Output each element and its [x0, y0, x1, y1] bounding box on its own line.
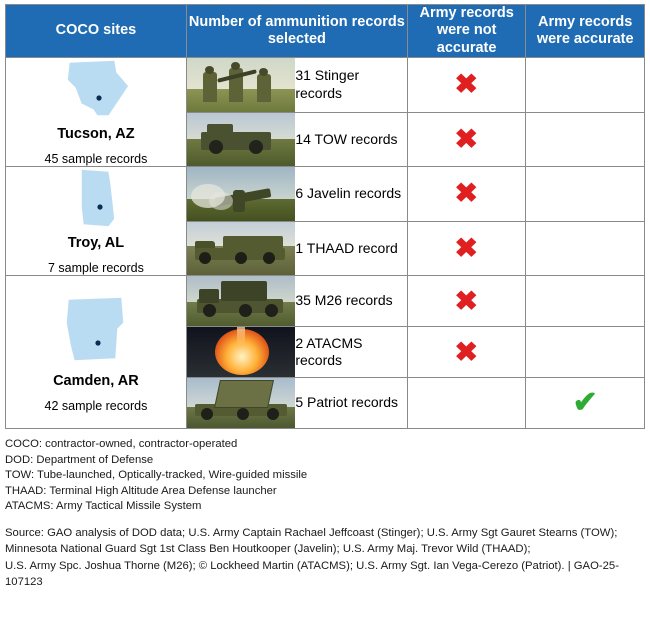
record-photo — [186, 112, 295, 167]
header-not-accurate: Army records were not accurate — [407, 5, 526, 58]
patriot-launcher-photo — [187, 378, 295, 428]
site-name: Camden, AR — [53, 373, 139, 390]
not-accurate-cell — [407, 327, 526, 378]
accurate-cell — [526, 276, 645, 327]
site-cell-camden — [6, 276, 187, 429]
footnote-item: ATACMS: Army Tactical Missile System — [5, 500, 202, 513]
table-header — [6, 5, 645, 58]
record-photo — [186, 327, 295, 378]
not-accurate-cell — [407, 378, 526, 429]
x-mark-icon: ✖ — [454, 336, 479, 367]
record-label: 1 THAAD record — [295, 221, 408, 276]
site-sample-records: 45 sample records — [44, 152, 148, 167]
not-accurate-cell — [407, 276, 526, 327]
alabama-outline-icon — [6, 167, 186, 229]
x-mark-icon: ✖ — [454, 285, 479, 316]
soldiers-stinger-photo — [187, 58, 295, 112]
tow-vehicle-photo — [187, 113, 295, 167]
m26-launcher-photo — [187, 276, 295, 326]
site-cell-troy — [6, 167, 187, 276]
record-label: 14 TOW records — [295, 112, 408, 167]
x-mark-icon: ✖ — [454, 69, 479, 100]
site-name: Tucson, AZ — [57, 126, 135, 143]
accurate-cell — [526, 221, 645, 276]
header-accurate: Army records were accurate — [526, 5, 645, 58]
arizona-outline-icon — [6, 58, 186, 120]
record-photo — [186, 378, 295, 429]
site-cell-tucson — [6, 58, 187, 167]
record-label: 2 ATACMS records — [295, 327, 408, 378]
accurate-cell — [526, 167, 645, 222]
record-label: 5 Patriot records — [295, 378, 408, 429]
source-line: U.S. Army Spc. Joshua Thorne (M26); © Lockheed Martin (ATACMS); U.S. Army Sgt. Ian Vega-Cerezo (Patriot). | GAO-25-107123 — [5, 559, 619, 589]
table-row — [6, 58, 645, 113]
accurate-cell — [526, 327, 645, 378]
site-sample-records: 42 sample records — [44, 399, 148, 414]
x-mark-icon: ✖ — [454, 232, 479, 263]
atacms-launch-photo — [187, 327, 295, 377]
record-label: 6 Javelin records — [295, 167, 408, 222]
thaad-launcher-photo — [187, 222, 295, 276]
accurate-cell — [526, 112, 645, 167]
header-coco-sites: COCO sites — [6, 5, 187, 58]
not-accurate-cell — [407, 167, 526, 222]
accurate-cell — [526, 58, 645, 113]
footnote-item: THAAD: Terminal High Altitude Area Defense launcher — [5, 484, 277, 497]
record-label: 35 M26 records — [295, 276, 408, 327]
table-row — [6, 276, 645, 327]
coco-sites-table — [5, 4, 645, 429]
not-accurate-cell — [407, 58, 526, 113]
site-name: Troy, AL — [67, 235, 125, 252]
footnote-item: DOD: Department of Defense — [5, 453, 154, 466]
table-body — [6, 58, 645, 429]
accurate-cell — [526, 378, 645, 429]
figure-container — [0, 4, 650, 633]
not-accurate-cell — [407, 221, 526, 276]
footnote-item: TOW: Tube-launched, Optically-tracked, Wire-guided missile — [5, 469, 308, 482]
table-row — [6, 167, 645, 222]
x-mark-icon: ✖ — [454, 123, 479, 154]
record-photo — [186, 276, 295, 327]
arkansas-outline-icon — [6, 291, 186, 367]
footnote-item: COCO: contractor-owned, contractor-operated — [5, 438, 238, 451]
record-photo — [186, 167, 295, 222]
source-note — [5, 525, 650, 591]
check-mark-icon: ✔ — [572, 386, 598, 420]
x-mark-icon: ✖ — [454, 178, 479, 209]
record-photo — [186, 221, 295, 276]
source-line: Source: GAO analysis of DOD data; U.S. Army Captain Rachael Jeffcoast (Stinger); U.S. Army Sgt Gauret Stearns (TOW); — [5, 527, 618, 540]
not-accurate-cell — [407, 112, 526, 167]
footnote-list — [5, 437, 650, 515]
javelin-launch-photo — [187, 167, 295, 221]
record-photo — [186, 58, 295, 113]
header-number-of-records: Number of ammunition records selected — [186, 5, 407, 58]
record-label: 31 Stinger records — [295, 58, 408, 113]
site-sample-records: 7 sample records — [47, 261, 144, 276]
source-line: Minnesota National Guard Sgt 1st Class Ben Houtkooper (Javelin); U.S. Army Maj. Trevor Wild (THAAD); — [5, 543, 531, 556]
